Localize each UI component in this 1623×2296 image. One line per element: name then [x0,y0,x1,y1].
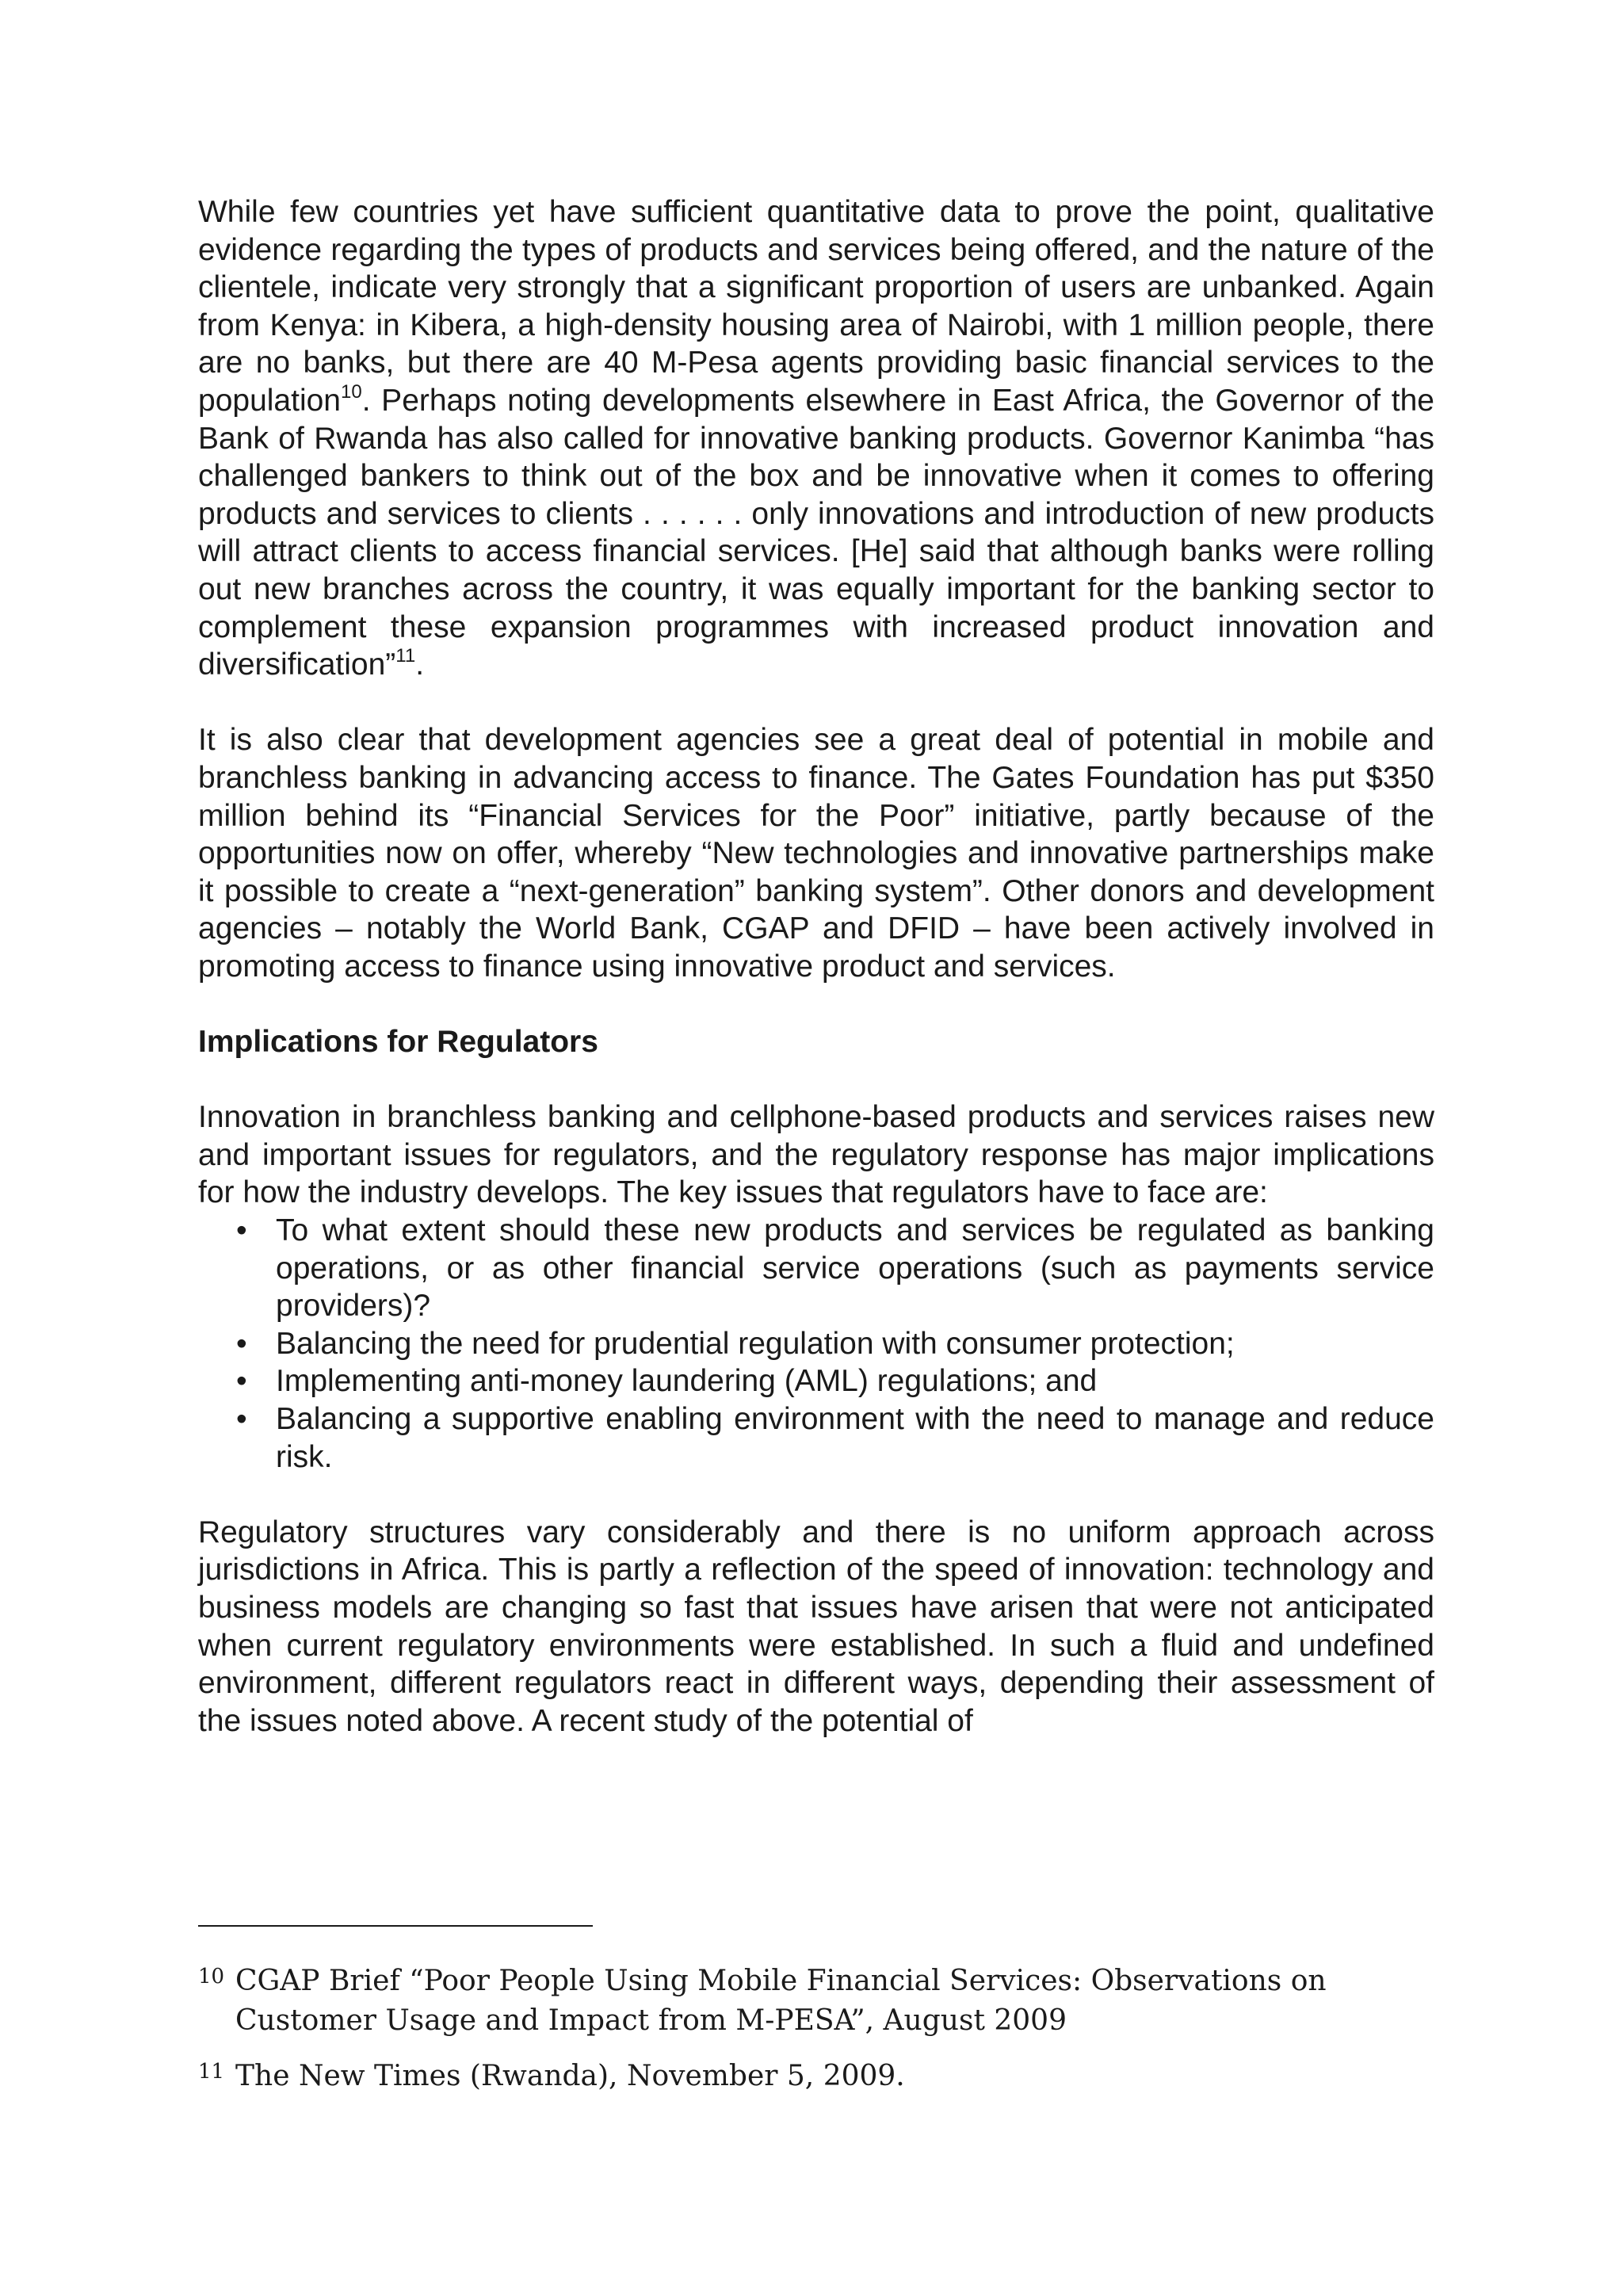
footnote-number: 10 [198,1965,225,1988]
footnote-divider [198,1925,593,1927]
bullet-icon: • [236,1364,247,1399]
section-heading: Implications for Regulators [198,1025,598,1060]
list-item [198,1212,1434,1325]
body-text [198,193,1434,1778]
footnote-ref-10[interactable]: 10 [341,380,362,403]
list-item [198,1325,1434,1363]
bullet-icon: • [236,1326,247,1361]
paragraph-text: . Perhaps noting developments elsewhere in East Africa, the Governor of the Bank of Rwanda has also called for innovative banking products. Governor Kanimba “has challenged bankers to think out of the box and be innovative when it comes to offering products and services to clients . . . . . . only innovations and introduction of new products will attract clients to access financial services. [He] said that although banks were rolling out new branches across the country, it was equally important for the banking sector to complement these expansion programmes with increased product innovation and diversification” [198,383,1434,682]
list-item-text: Balancing a supportive enabling environment with the need to manage and reduce risk. [276,1402,1434,1474]
list-item [198,1400,1434,1476]
issues-list [198,1212,1434,1476]
paragraph-kenya-rwanda [198,193,1434,684]
paragraph-key-issues: Innovation in branchless banking and cellphone-based products and services raises new and important issues for regulators, and the regulatory response has major implications for how the industry develops. The key issues that regulators have to face are: [198,1100,1434,1210]
footnote-ref-11[interactable]: 11 [395,645,416,667]
footnote-text: CGAP Brief “Poor People Using Mobile Financial Services: Observations on Customer Usage and Impact from M-PESA”, August 2009 [235,1965,1327,2037]
bullet-icon: • [236,1402,247,1436]
paragraph-regulatory-structures: Regulatory structures vary considerably and there is no uniform approach across jurisdictions in Africa. This is partly a reflection of the speed of innovation: technology and business models are changing so fast that issues have arisen that were not anticipated when current regulatory environments were established. In such a fluid and undefined environment, different regulators react in different ways, depending their assessment of the issues noted above. A recent study of the potential of [198,1515,1434,1738]
list-item-text: To what extent should these new products and services be regulated as banking operations, or as other financial service operations (such as payments service providers)? [276,1213,1434,1324]
list-item-text: Implementing anti-money laundering (AML) regulations; and [276,1364,1098,1399]
footnote-text: The New Times (Rwanda), November 5, 2009. [235,2060,905,2092]
list-item [198,1362,1434,1400]
bullet-icon: • [236,1213,247,1248]
paragraph-development-agencies: It is also clear that development agencies see a great deal of potential in mobile and branchless banking in advancing access to finance. The Gates Foundation has put $350 million behind its “Financial Services for the Poor” initiative, partly because of the opportunities now on offer, whereby “New technologies and innovative partnerships make it possible to create a “next-generation” banking system”. Other donors and development agencies – notably the World Bank, CGAP and DFID – have been actively involved in promoting access to finance using innovative product and services. [198,723,1434,984]
paragraph-text: . [415,648,425,682]
list-item-text: Balancing the need for prudential regulation with consumer protection; [276,1326,1235,1361]
footnote-10 [198,1962,1434,2041]
footnote-number: 11 [198,2060,225,2084]
footnote-11 [198,2057,1434,2096]
footnotes [198,1962,1434,2112]
paragraph-text: While few countries yet have sufficient quantitative data to prove the point, qualitative evidence regarding the types of products and services being offered, and the nature of the clientele, indicate very strongly that a significant proportion of users are unbanked. Again from Kenya: in Kibera, a high-density housing area of Nairobi, with 1 million people, there are no banks, but there are 40 M-Pesa agents providing basic financial services to the population [198,195,1434,418]
